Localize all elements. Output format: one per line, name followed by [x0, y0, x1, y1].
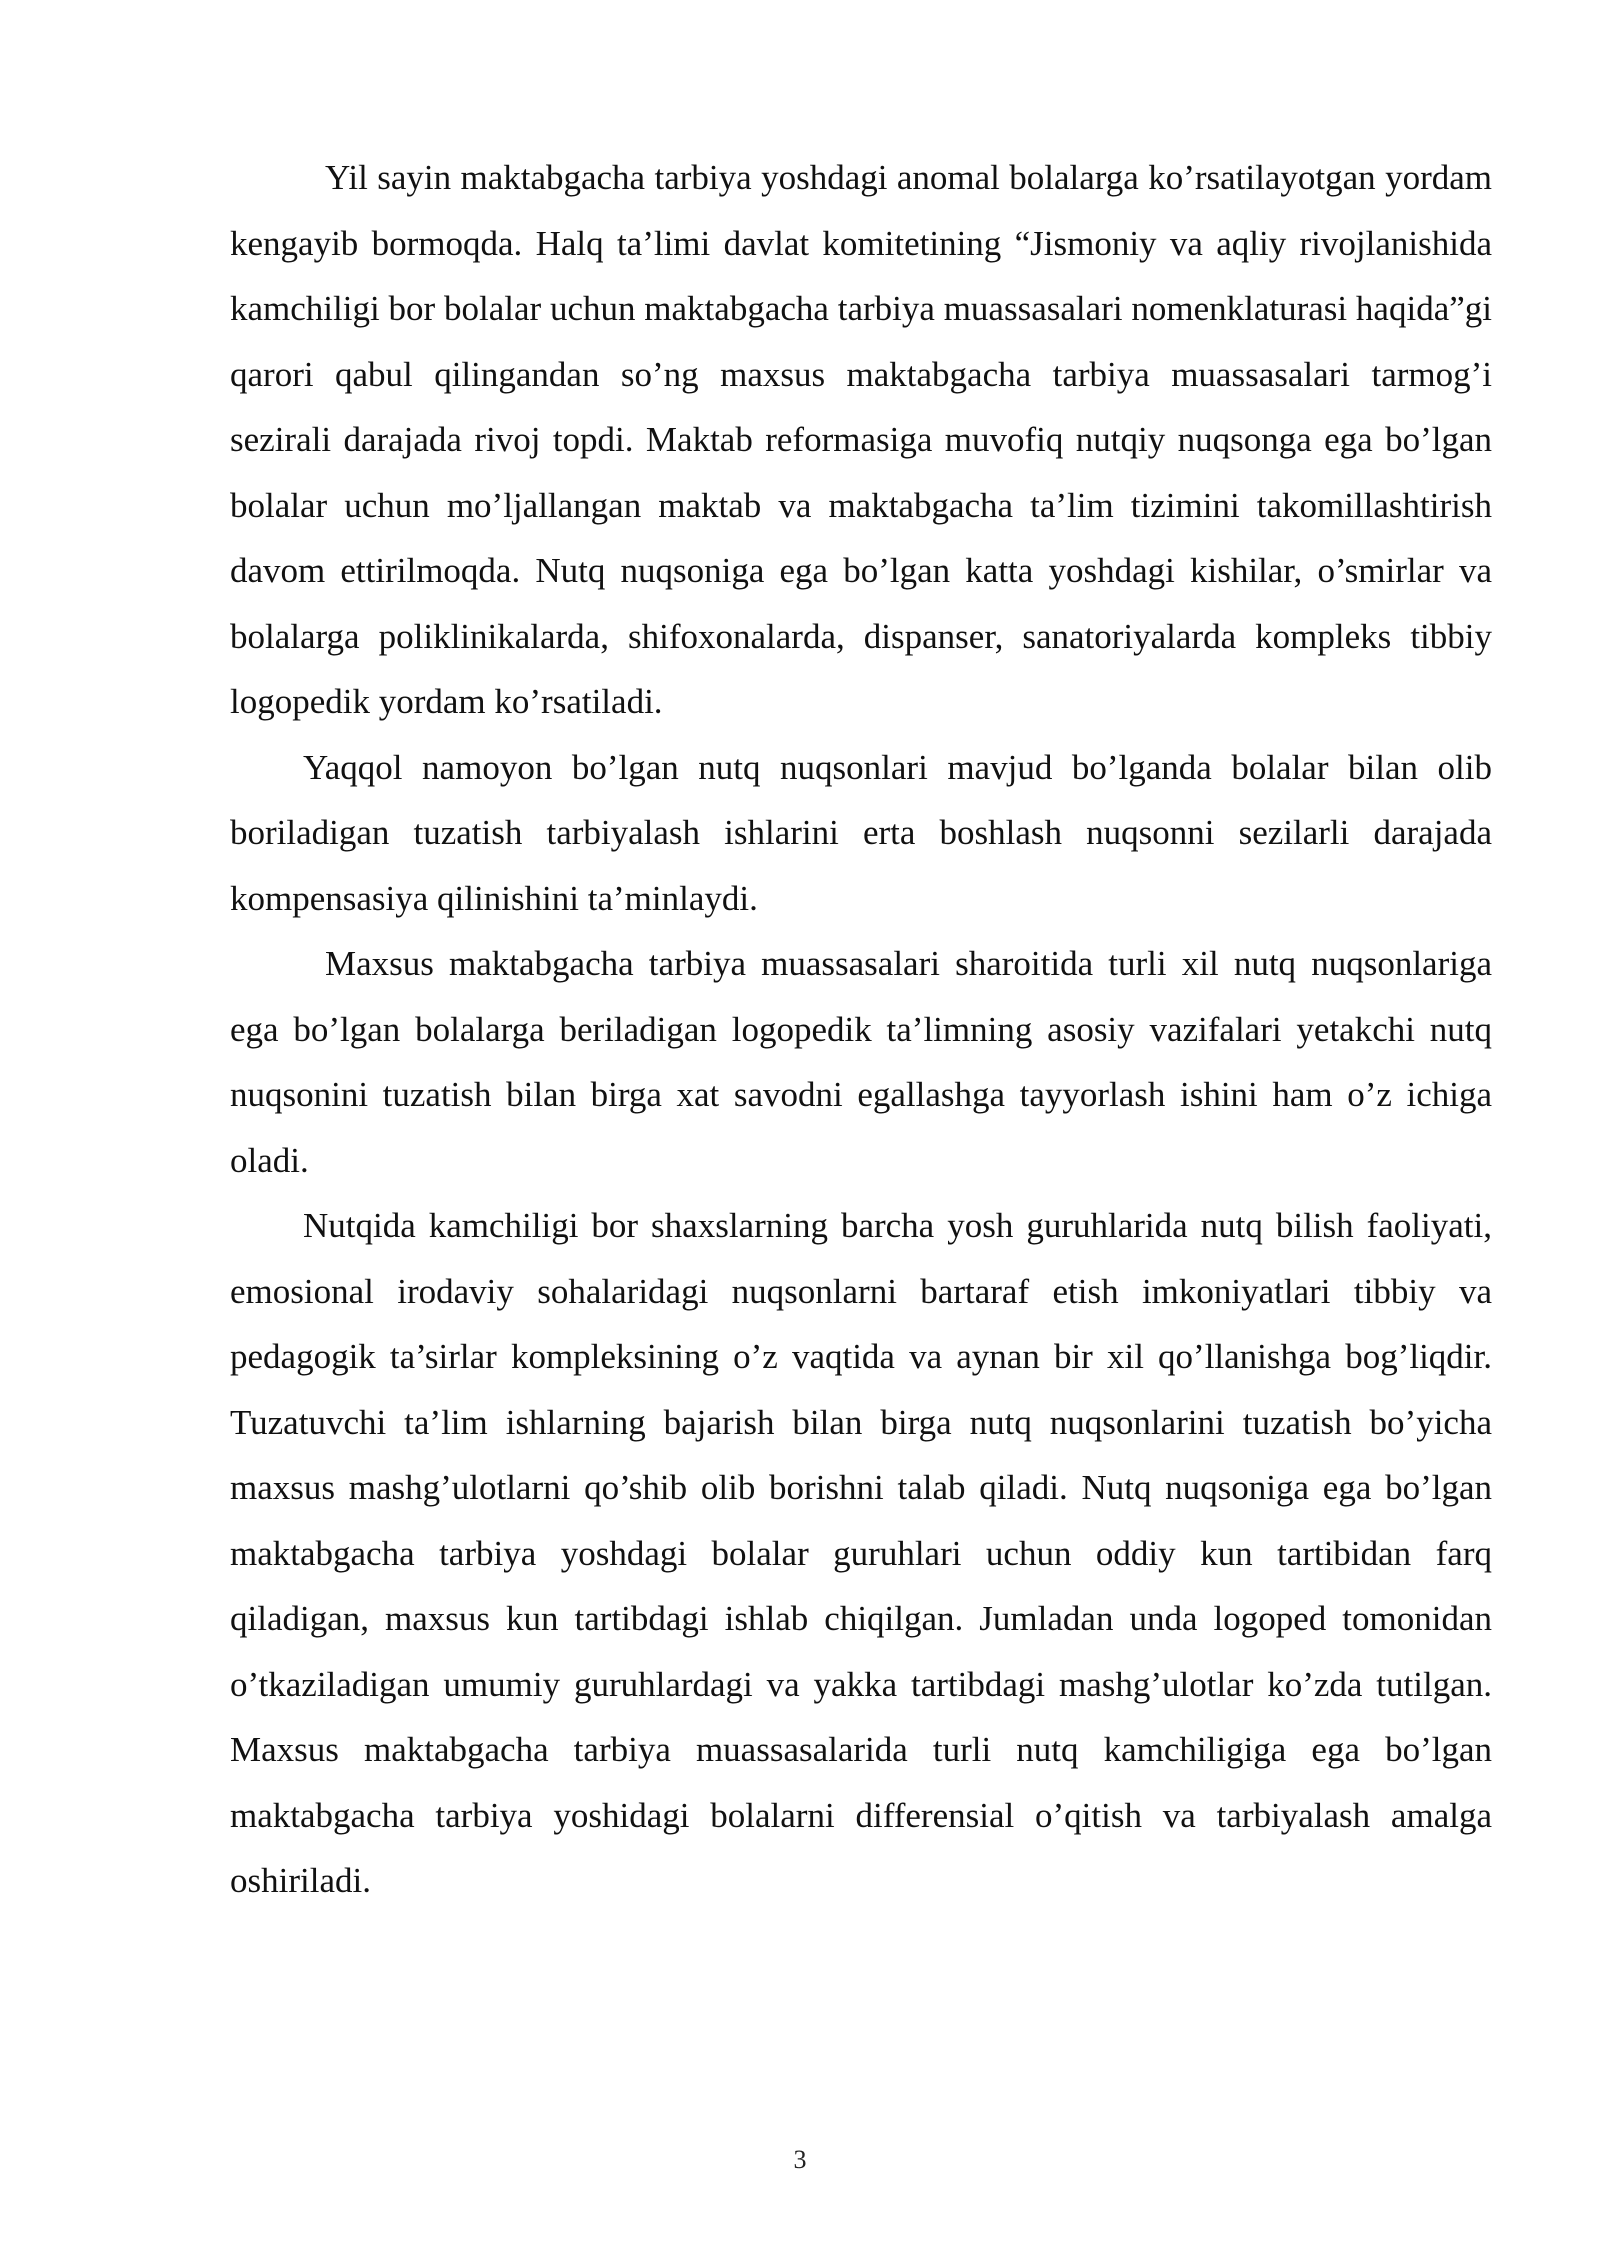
- paragraph-1: Yil sayin maktabgacha tarbiya yoshdagi anomal bolalarga ko’rsatilayotgan yordam kengayib bormoqda. Halq ta’limi davlat komitetining “Jismoniy va aqliy rivojlanishida kamchiligi bor bolalar uchun maktabgacha tarbiya muassasalari nomenklaturasi haqida”gi qarori qabul qilingandan so’ng maxsus maktabgacha tarbiya muassasalari tarmog’i sezirali darajada rivoj topdi. Maktab reformasiga muvofiq nutqiy nuqsonga ega bo’lgan bolalar uchun mo’ljallangan maktab va maktabgacha ta’lim tizimini takomillashtirish davom ettirilmoqda. Nutq nuqsoniga ega bo’lgan katta yoshdagi kishilar, o’smirlar va bolalarga poliklinikalarda, shifoxonalarda, dispanser, sanatoriyalarda kompleks tibbiy logopedik yordam ko’rsatiladi.: [230, 158, 1492, 721]
- paragraph-4: Nutqida kamchiligi bor shaxslarning barcha yosh guruhlarida nutq bilish faoliyati, emosional irodaviy sohalaridagi nuqsonlarni bartaraf etish imkoniyatlari tibbiy va pedagogik ta’sirlar kompleksining o’z vaqtida va aynan bir xil qo’llanishga bog’liqdir. Tuzatuvchi ta’lim ishlarning bajarish bilan birga nutq nuqsonlarini tuzatish bo’yicha maxsus mashg’ulotlarni qo’shib olib borishni talab qiladi. Nutq nuqsoniga ega bo’lgan maktabgacha tarbiya yoshdagi bolalar guruhlari uchun oddiy kun tartibidan farq qiladigan, maxsus kun tartibdagi ishlab chiqilgan. Jumladan unda logoped tomonidan o’tkaziladigan umumiy guruhlardagi va yakka tartibdagi mashg’ulotlar ko’zda tutilgan. Maxsus maktabgacha tarbiya muassasalarida turli nutq kamchiligiga ega bo’lgan maktabgacha tarbiya yoshidagi bolalarni differensial o’qitish va tarbiyalash amalga oshiriladi.: [230, 1206, 1492, 1900]
- page-number: 3: [793, 2145, 807, 2174]
- paragraph-2: Yaqqol namoyon bo’lgan nutq nuqsonlari mavjud bo’lganda bolalar bilan olib boriladigan tuzatish tarbiyalash ishlarini erta boshlash nuqsonni sezilarli darajada kompensasiya qilinishini ta’minlaydi.: [230, 747, 1492, 918]
- body-text: [230, 145, 1492, 1914]
- paragraph-3: Maxsus maktabgacha tarbiya muassasalari sharoitida turli xil nutq nuqsonlariga ega bo’lgan bolalarga beriladigan logopedik ta’limning asosiy vazifalari yetakchi nutq nuqsonini tuzatish bilan birga xat savodni egallashga tayyorlash ishini ham o’z ichiga oladi.: [230, 944, 1492, 1180]
